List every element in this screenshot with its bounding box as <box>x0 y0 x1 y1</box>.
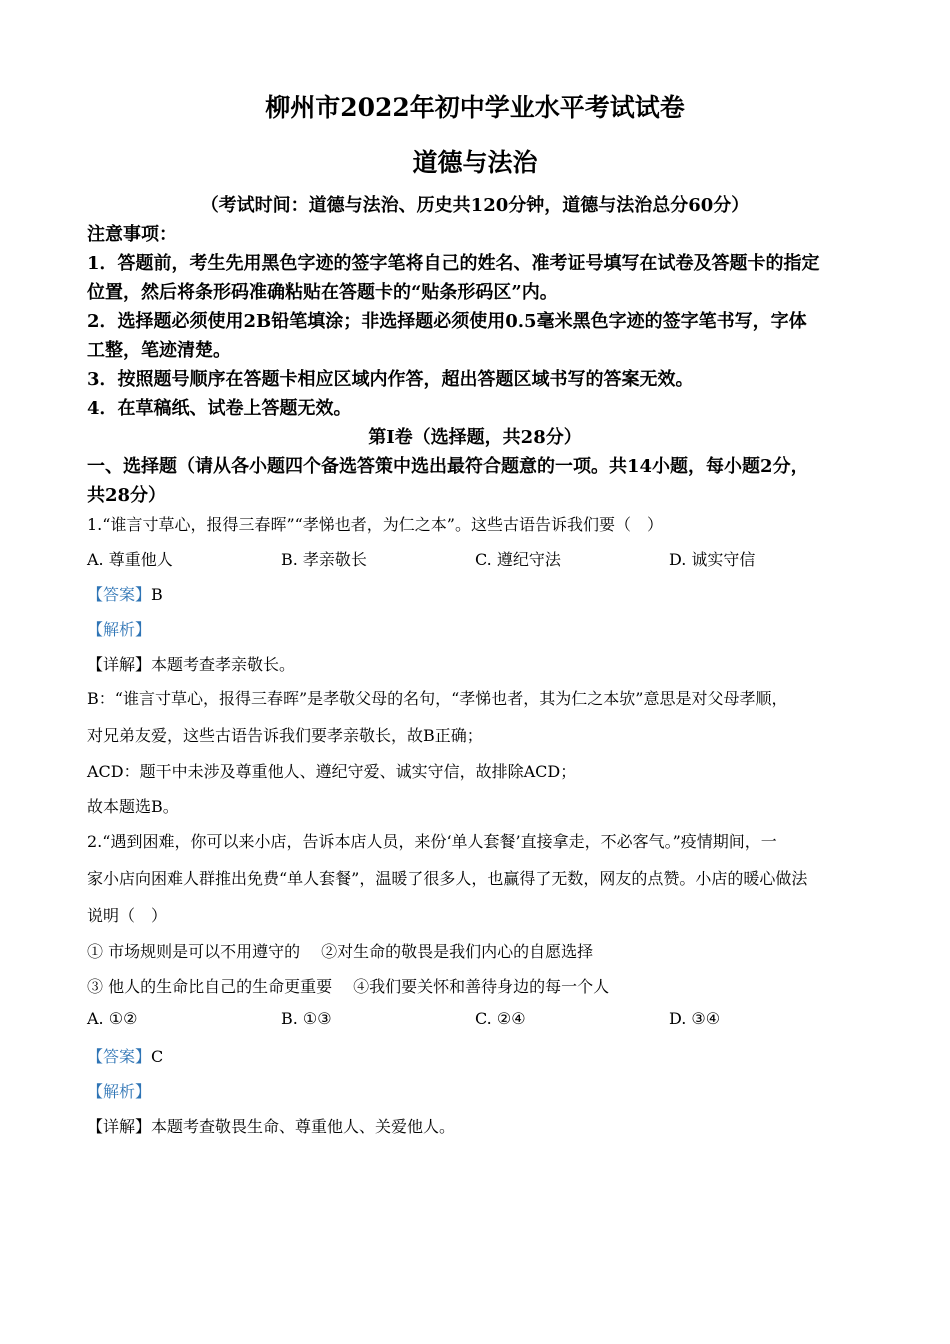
section-instruction: 共28分） <box>87 485 167 506</box>
answer-tag: 【答案】 <box>87 585 152 604</box>
analysis-tag: 【解析】 <box>87 1082 152 1101</box>
notice-line: 4．在草稿纸、试卷上答题无效。 <box>87 398 352 419</box>
analysis-tag: 【解析】 <box>87 620 152 639</box>
detail-line: 对兄弟友爱，这些古语告诉我们要孝亲敬长，故B正确； <box>87 726 483 745</box>
option-b: B. ①③ <box>281 1009 332 1028</box>
answer-tag: 【答案】 <box>87 1047 152 1066</box>
option-c: C. 遵纪守法 <box>475 550 561 569</box>
question-stem: 1.“谁言寸草心，报得三春晖”“孝悌也者，为仁之本”。这些古语告诉我们要（ ） <box>87 515 663 534</box>
notice-line: 2．选择题必须使用2B铅笔填涂；非选择题必须使用0.5毫米黑色字迹的签字笔书写，字体 <box>87 311 807 332</box>
section-title: 第Ⅰ卷（选择题，共28分） <box>368 427 582 448</box>
question-stem: 说明（ ） <box>87 906 168 925</box>
notice-line: 1．答题前，考生先用黑色字迹的签字笔将自己的姓名、准考证号填写在试卷及答题卡的指定 <box>87 253 820 274</box>
option-b: B. 孝亲敬长 <box>281 550 367 569</box>
option-a: A. 尊重他人 <box>87 550 173 569</box>
notice-line: 3．按照题号顺序在答题卡相应区域内作答，超出答题区域书写的答案无效。 <box>87 369 694 390</box>
question-stem: 家小店向困难人群推出免费“单人套餐”，温暖了很多人，也赢得了无数，网友的点赞。小店的暖心做法 <box>87 869 808 888</box>
statement-line: ① 市场规则是可以不用遵守的 ②对生命的敬畏是我们内心的自愿选择 <box>87 942 594 961</box>
notice-line: 工整，笔迹清楚。 <box>87 340 231 361</box>
subject-title: 道德与法治 <box>412 148 538 177</box>
notice-heading: 注意事项： <box>87 224 177 245</box>
option-a: A. ①② <box>87 1009 138 1028</box>
answer-value: C <box>151 1047 164 1066</box>
detail-line: ACD：题干中未涉及尊重他人、遵纪守爱、诚实守信，故排除ACD； <box>87 762 577 781</box>
section-instruction: 一、选择题（请从各小题四个备选答策中选出最符合题意的一项。共14小题，每小题2分， <box>87 456 809 477</box>
detail-line: 故本题选B。 <box>87 797 179 816</box>
option-d: D. ③④ <box>669 1009 721 1028</box>
option-c: C. ②④ <box>475 1009 526 1028</box>
answer-line <box>87 1044 863 1067</box>
notice-line: 位置，然后将条形码准确粘贴在答题卡的“贴条形码区”内。 <box>87 282 558 303</box>
detail-line: 【详解】本题考查敬畏生命、尊重他人、关爱他人。 <box>87 1117 456 1136</box>
answer-value: B <box>151 585 163 604</box>
question-stem: 2.“遇到困难，你可以来小店，告诉本店人员，来份‘单人套餐’直接拿走，不必客气。”疫情期间，一 <box>87 832 777 851</box>
exam-info: （考试时间：道德与法治、历史共120分钟，道德与法治总分60分） <box>200 195 750 216</box>
detail-line: 【详解】本题考查孝亲敬长。 <box>87 655 296 674</box>
detail-line: B：“谁言寸草心，报得三春晖”是孝敬父母的名句，“孝悌也者，其为仁之本欤”意思是对父母孝顺， <box>87 689 788 708</box>
exam-title: 柳州市2022年初中学业水平考试试卷 <box>265 93 685 122</box>
answer-line <box>87 582 863 605</box>
option-d: D. 诚实守信 <box>669 550 756 569</box>
statement-line: ③ 他人的生命比自己的生命更重要 ④我们要关怀和善待身边的每一个人 <box>87 977 610 996</box>
